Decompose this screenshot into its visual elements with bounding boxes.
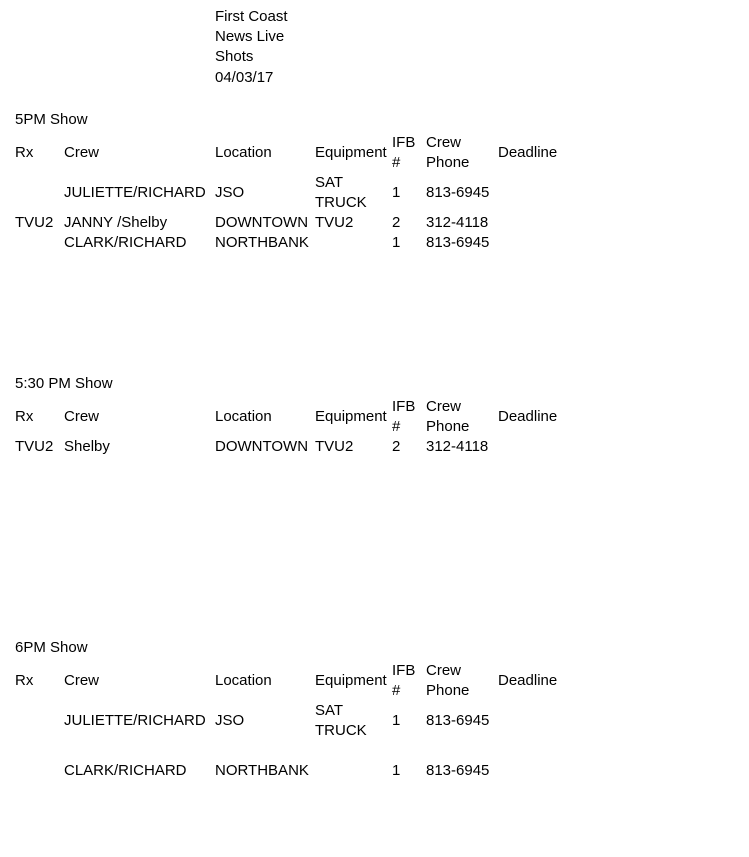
equipment-line: TRUCK: [315, 194, 367, 211]
equipment-cell: [315, 173, 367, 213]
header-line: Crew: [426, 134, 462, 151]
header-line: IFB: [392, 398, 416, 415]
crew-cell: Shelby: [64, 438, 110, 455]
crew-cell: CLARK/RICHARD: [64, 234, 187, 251]
column-header-crew-phone: [426, 661, 469, 701]
header-line: Phone: [426, 154, 470, 171]
phone-cell: 312-4118: [426, 214, 489, 231]
equipment-line: TRUCK: [315, 722, 367, 739]
phone-cell: 813-6945: [426, 762, 490, 779]
column-header-crew-phone: [426, 397, 469, 437]
ifb-cell: 2: [392, 214, 401, 231]
document-date: 04/03/17: [215, 69, 274, 86]
crew-cell: JANNY /Shelby: [64, 214, 168, 231]
location-cell: JSO: [215, 184, 245, 201]
header-line: IFB: [392, 134, 416, 151]
equipment-cell: [315, 701, 367, 741]
phone-cell: 813-6945: [426, 712, 490, 729]
equipment-cell: TVU2: [315, 438, 354, 455]
show-title: 5:30 PM Show: [15, 375, 113, 392]
column-header-crew: Crew: [64, 672, 100, 689]
crew-cell: JULIETTE/RICHARD: [64, 712, 206, 729]
header-line: Phone: [426, 682, 470, 699]
equipment-line: SAT: [315, 702, 344, 719]
column-header-equipment: Equipment: [315, 672, 387, 689]
equipment-cell: TVU2: [315, 214, 354, 231]
header-line: Crew: [426, 398, 462, 415]
ifb-cell: 2: [392, 438, 401, 455]
title-line: Shots: [215, 48, 254, 65]
title-line: News Live: [215, 28, 285, 45]
ifb-cell: 1: [392, 762, 401, 779]
column-header-deadline: Deadline: [498, 144, 558, 161]
column-header-location: Location: [215, 408, 272, 425]
rx-cell: TVU2: [15, 438, 54, 455]
column-header-deadline: Deadline: [498, 672, 558, 689]
column-header-deadline: Deadline: [498, 408, 558, 425]
column-header-crew-phone: [426, 133, 469, 173]
location-cell: DOWNTOWN: [215, 214, 309, 231]
phone-cell: 813-6945: [426, 234, 490, 251]
header-line: #: [392, 418, 401, 435]
location-cell: NORTHBANK: [215, 762, 309, 779]
header-line: Phone: [426, 418, 470, 435]
rx-cell: TVU2: [15, 214, 54, 231]
column-header-rx: Rx: [15, 144, 34, 161]
column-header-ifb: [392, 133, 415, 173]
column-header-crew: Crew: [64, 408, 100, 425]
ifb-cell: 1: [392, 184, 401, 201]
column-header-ifb: [392, 661, 415, 701]
column-header-equipment: Equipment: [315, 144, 387, 161]
show-title: 6PM Show: [15, 639, 88, 656]
phone-cell: 312-4118: [426, 438, 489, 455]
document-title: [215, 7, 288, 88]
location-cell: NORTHBANK: [215, 234, 309, 251]
column-header-equipment: Equipment: [315, 408, 387, 425]
column-header-location: Location: [215, 144, 272, 161]
column-header-ifb: [392, 397, 415, 437]
equipment-line: SAT: [315, 174, 344, 191]
ifb-cell: 1: [392, 712, 401, 729]
column-header-crew: Crew: [64, 144, 100, 161]
show-title: 5PM Show: [15, 111, 88, 128]
phone-cell: 813-6945: [426, 184, 490, 201]
crew-cell: CLARK/RICHARD: [64, 762, 187, 779]
header-line: IFB: [392, 662, 416, 679]
crew-cell: JULIETTE/RICHARD: [64, 184, 206, 201]
ifb-cell: 1: [392, 234, 401, 251]
header-line: #: [392, 682, 401, 699]
header-line: #: [392, 154, 401, 171]
header-line: Crew: [426, 662, 462, 679]
location-cell: JSO: [215, 712, 245, 729]
location-cell: DOWNTOWN: [215, 438, 309, 455]
column-header-location: Location: [215, 672, 272, 689]
column-header-rx: Rx: [15, 408, 34, 425]
column-header-rx: Rx: [15, 672, 34, 689]
title-line: First Coast: [215, 8, 288, 25]
